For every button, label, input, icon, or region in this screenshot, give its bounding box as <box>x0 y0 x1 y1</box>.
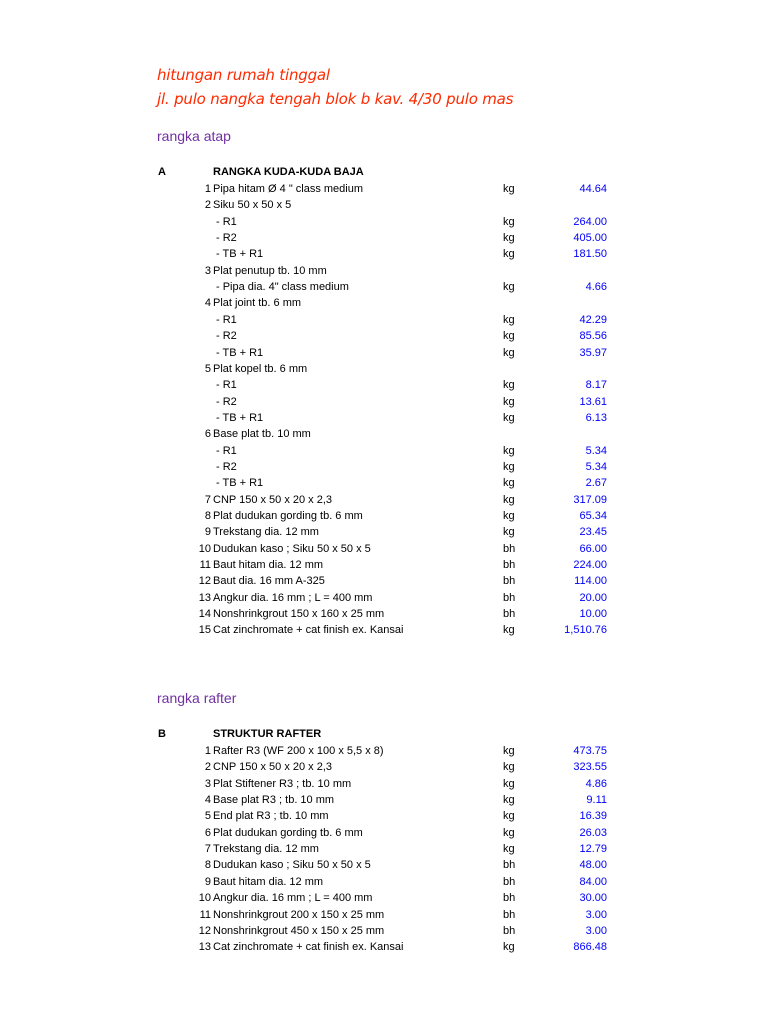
item-unit: bh <box>503 875 516 888</box>
item-description: Plat penutup tb. 10 mm <box>213 264 327 277</box>
item-unit: kg <box>503 761 515 774</box>
item-quantity: 35.97 <box>579 346 607 359</box>
item-quantity: 317.09 <box>573 493 607 506</box>
item-unit: kg <box>503 444 515 457</box>
table-row <box>0 792 768 808</box>
item-quantity: 13.61 <box>579 395 607 408</box>
table-row <box>0 606 768 622</box>
item-unit: kg <box>503 346 515 359</box>
table-row <box>0 907 768 923</box>
item-unit: kg <box>503 745 515 757</box>
section-heading: rangka atap <box>157 128 231 144</box>
table-row <box>0 890 768 906</box>
item-quantity: 30.00 <box>579 892 607 905</box>
item-unit: kg <box>503 215 515 228</box>
item-description: - R2 <box>216 395 237 408</box>
item-number: 8 <box>204 859 211 872</box>
item-quantity: 5.34 <box>585 460 607 473</box>
item-unit: kg <box>503 477 515 490</box>
item-description: - TB + R1 <box>216 411 264 424</box>
item-quantity: 3.00 <box>585 924 607 937</box>
item-number: 7 <box>204 843 211 856</box>
item-number: 12 <box>198 575 211 588</box>
item-quantity: 10.00 <box>579 608 607 621</box>
item-description: Baut hitam dia. 12 mm <box>213 875 324 888</box>
table-row <box>0 181 768 197</box>
item-quantity: 66.00 <box>579 542 607 555</box>
item-quantity: 20.00 <box>579 591 607 604</box>
item-unit: bh <box>503 575 516 588</box>
item-quantity: 3.00 <box>585 908 607 921</box>
item-number: 4 <box>204 794 211 807</box>
item-number: 2 <box>204 761 211 774</box>
item-description: Cat zinchromate + cat finish ex. Kansai <box>213 941 404 954</box>
item-number: 3 <box>204 264 211 277</box>
item-quantity: 85.56 <box>579 330 607 343</box>
item-number: 6 <box>204 826 211 839</box>
item-unit: bh <box>503 924 516 937</box>
item-unit: kg <box>503 379 515 392</box>
section-title: RANGKA KUDA-KUDA BAJA <box>213 166 364 178</box>
item-unit: kg <box>503 395 515 408</box>
item-description: Trekstang dia. 12 mm <box>213 843 319 856</box>
item-quantity: 4.66 <box>585 281 607 294</box>
table-row <box>0 230 768 246</box>
item-unit: kg <box>503 411 515 424</box>
item-quantity: 44.64 <box>579 183 607 195</box>
item-quantity: 65.34 <box>579 510 607 522</box>
item-unit: kg <box>503 493 515 506</box>
item-quantity: 16.39 <box>579 810 607 823</box>
item-description: - R1 <box>216 313 237 326</box>
table-row <box>0 874 768 890</box>
item-description: - R2 <box>216 232 237 245</box>
item-unit: kg <box>503 526 515 539</box>
table-row <box>0 776 768 792</box>
item-unit: kg <box>503 313 515 326</box>
item-unit: kg <box>503 843 515 856</box>
item-unit: kg <box>503 248 515 261</box>
item-quantity: 473.75 <box>573 745 607 757</box>
item-description: Dudukan kaso ; Siku 50 x 50 x 5 <box>213 542 371 555</box>
section-title: STRUKTUR RAFTER <box>213 728 322 740</box>
item-number: 9 <box>204 875 211 888</box>
document-title-line-2: jl. pulo nangka tengah blok b kav. 4/30 pulo mas <box>157 90 514 108</box>
item-unit: kg <box>503 810 515 823</box>
item-quantity: 8.17 <box>585 379 607 392</box>
item-description: Angkur dia. 16 mm ; L = 400 mm <box>213 591 373 604</box>
item-quantity: 4.86 <box>585 777 607 790</box>
item-quantity: 224.00 <box>573 559 607 572</box>
table-row <box>0 197 768 213</box>
item-description: Cat zinchromate + cat finish ex. Kansai <box>213 624 404 637</box>
table-row <box>0 622 768 638</box>
item-unit: kg <box>503 941 515 954</box>
item-quantity: 1,510.76 <box>564 624 607 637</box>
item-quantity: 405.00 <box>573 232 607 245</box>
item-description: - R2 <box>216 460 237 473</box>
item-description: Plat Stiftener R3 ; tb. 10 mm <box>213 777 352 790</box>
item-number: 15 <box>198 624 211 637</box>
table-row <box>0 492 768 508</box>
item-description: Angkur dia. 16 mm ; L = 400 mm <box>213 892 373 905</box>
item-quantity: 84.00 <box>579 875 607 888</box>
item-description: Base plat tb. 10 mm <box>213 428 311 441</box>
item-description: - Pipa dia. 4" class medium <box>216 281 349 294</box>
item-quantity: 12.79 <box>579 843 607 856</box>
item-unit: kg <box>503 826 515 839</box>
table-row <box>0 263 768 279</box>
table-row <box>0 841 768 857</box>
table-row <box>0 939 768 955</box>
table-row <box>0 246 768 262</box>
table-row <box>0 377 768 393</box>
item-quantity: 323.55 <box>573 761 607 774</box>
item-number: 14 <box>198 608 211 621</box>
item-number: 9 <box>204 526 211 539</box>
item-unit: bh <box>503 542 516 555</box>
table-row <box>0 459 768 475</box>
table-row <box>0 541 768 557</box>
item-description: Pipa hitam Ø 4 " class medium <box>213 183 364 195</box>
item-description: Plat dudukan gording tb. 6 mm <box>213 826 363 839</box>
item-unit: bh <box>503 591 516 604</box>
item-number: 3 <box>204 777 211 790</box>
table-row <box>0 857 768 873</box>
section-heading: rangka rafter <box>157 690 237 706</box>
item-unit: kg <box>503 777 515 790</box>
table-row <box>0 524 768 540</box>
item-description: Siku 50 x 50 x 5 <box>213 199 292 212</box>
item-number: 8 <box>204 510 211 522</box>
item-number: 7 <box>204 493 211 506</box>
item-description: Nonshrinkgrout 150 x 160 x 25 mm <box>213 608 385 621</box>
item-description: - TB + R1 <box>216 477 264 490</box>
table-row <box>0 443 768 459</box>
item-number: 1 <box>204 183 211 195</box>
item-description: Nonshrinkgrout 200 x 150 x 25 mm <box>213 908 385 921</box>
table-row <box>0 557 768 573</box>
item-unit: kg <box>503 794 515 807</box>
table-row <box>0 361 768 377</box>
section-letter: A <box>158 166 166 178</box>
item-unit: kg <box>503 281 515 294</box>
item-description: CNP 150 x 50 x 20 x 2,3 <box>213 761 333 774</box>
item-quantity: 42.29 <box>579 313 607 326</box>
item-quantity: 9.11 <box>586 794 607 807</box>
table-row <box>0 743 768 759</box>
item-description: - R1 <box>216 444 237 457</box>
item-description: - R1 <box>216 379 237 392</box>
item-unit: kg <box>503 183 515 195</box>
section-letter: B <box>158 728 166 740</box>
table-row <box>0 214 768 230</box>
item-number: 5 <box>204 810 211 823</box>
table-row <box>0 825 768 841</box>
item-unit: bh <box>503 608 516 621</box>
item-description: End plat R3 ; tb. 10 mm <box>213 810 329 823</box>
item-description: Plat dudukan gording tb. 6 mm <box>213 510 363 522</box>
table-row <box>0 345 768 361</box>
item-unit: kg <box>503 624 515 637</box>
table-row <box>0 426 768 442</box>
item-description: - R2 <box>216 330 237 343</box>
item-unit: kg <box>503 330 515 343</box>
item-unit: bh <box>503 908 516 921</box>
item-number: 12 <box>198 924 211 937</box>
table-row <box>0 923 768 939</box>
item-number: 1 <box>204 745 211 757</box>
item-description: Plat joint tb. 6 mm <box>213 297 302 310</box>
item-description: - TB + R1 <box>216 248 264 261</box>
item-unit: kg <box>503 460 515 473</box>
item-description: Rafter R3 (WF 200 x 100 x 5,5 x 8) <box>213 745 384 757</box>
item-description: Baut dia. 16 mm A-325 <box>213 575 325 588</box>
item-quantity: 5.34 <box>585 444 607 457</box>
item-description: Trekstang dia. 12 mm <box>213 526 319 539</box>
item-number: 10 <box>198 892 211 905</box>
item-quantity: 181.50 <box>573 248 607 261</box>
table-row <box>0 590 768 606</box>
item-quantity: 6.13 <box>585 411 607 424</box>
item-unit: bh <box>503 892 516 905</box>
item-quantity: 26.03 <box>579 826 607 839</box>
item-number: 4 <box>204 297 211 310</box>
item-unit: bh <box>503 559 516 572</box>
item-quantity: 2.67 <box>585 477 607 490</box>
table-row <box>0 808 768 824</box>
section-header-row <box>0 164 768 180</box>
item-description: CNP 150 x 50 x 20 x 2,3 <box>213 493 333 506</box>
item-unit: kg <box>503 510 515 522</box>
item-number: 5 <box>204 362 211 375</box>
table-row <box>0 394 768 410</box>
table-row <box>0 508 768 524</box>
item-quantity: 23.45 <box>579 526 607 539</box>
item-description: Nonshrinkgrout 450 x 150 x 25 mm <box>213 924 385 937</box>
item-number: 13 <box>198 941 211 954</box>
table-row <box>0 573 768 589</box>
item-description: Baut hitam dia. 12 mm <box>213 559 324 572</box>
table-row <box>0 759 768 775</box>
item-number: 10 <box>198 542 211 555</box>
item-quantity: 866.48 <box>573 941 607 954</box>
document-title-line-1: hitungan rumah tinggal <box>157 66 330 84</box>
item-description: Base plat R3 ; tb. 10 mm <box>213 794 335 807</box>
item-number: 2 <box>204 199 211 212</box>
table-row <box>0 410 768 426</box>
table-row <box>0 295 768 311</box>
table-row <box>0 328 768 344</box>
item-description: Plat kopel tb. 6 mm <box>213 362 308 375</box>
table-row <box>0 312 768 328</box>
item-quantity: 48.00 <box>579 859 607 872</box>
section-header-row <box>0 726 768 742</box>
item-number: 6 <box>204 428 211 441</box>
item-description: - R1 <box>216 215 237 228</box>
item-quantity: 114.00 <box>574 575 607 588</box>
item-description: - TB + R1 <box>216 346 264 359</box>
table-row <box>0 475 768 491</box>
item-unit: bh <box>503 859 516 872</box>
item-description: Dudukan kaso ; Siku 50 x 50 x 5 <box>213 859 371 872</box>
item-unit: kg <box>503 232 515 245</box>
item-number: 11 <box>199 908 211 921</box>
table-row <box>0 279 768 295</box>
item-quantity: 264.00 <box>573 215 607 228</box>
item-number: 11 <box>199 559 211 572</box>
item-number: 13 <box>198 591 211 604</box>
